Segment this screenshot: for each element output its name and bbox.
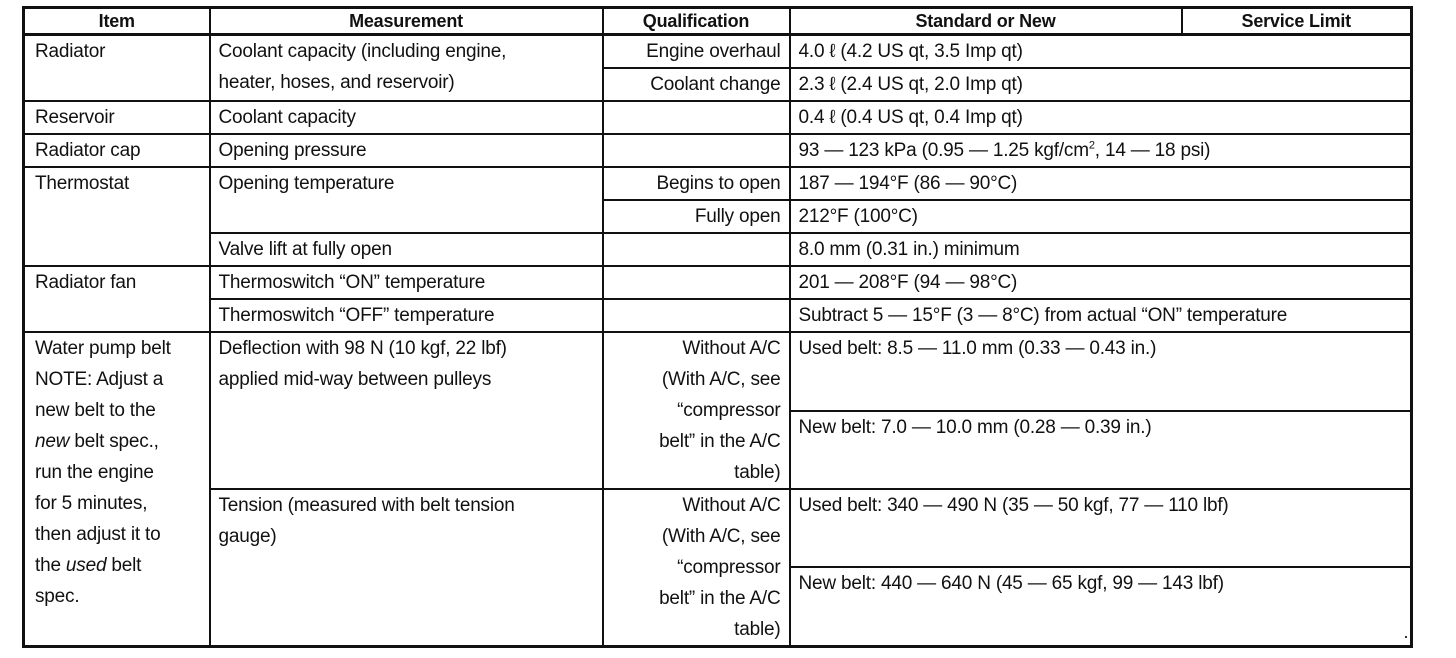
emphasis-used: used [65,555,107,576]
std-thermoswitch-off: Subtract 5 — 15°F (3 — 8°C) from actual “ON” temperature [790,299,1412,332]
measurement-deflection-line1: Deflection with 98 N (10 kgf, 22 lbf) [218,338,507,359]
measurement-tension-line2: gauge) [218,526,277,547]
header-measurement: Measurement [210,8,603,35]
std-radiator-cap [790,134,1412,167]
qual-tension-line: belt” in the A/C [659,588,781,609]
measurement-opening-temperature: Opening temperature [210,167,603,233]
std-fully-open: 212°F (100°C) [790,200,1412,233]
item-water-pump-line: spec. [35,586,80,607]
item-water-pump-line [35,426,201,457]
qual-tension [603,489,790,647]
qual-empty [603,134,790,167]
std-deflection-used: Used belt: 8.5 — 11.0 mm (0.33 — 0.43 in.) [790,332,1412,411]
std-thermoswitch-on: 201 — 208°F (94 — 98°C) [790,266,1412,299]
item-water-pump-line: new belt to the [35,400,156,421]
qual-tension-line: table) [734,619,781,640]
measurement-radiator-line2: heater, hoses, and reservoir) [218,72,455,93]
qual-deflection-line: table) [734,462,781,483]
std-radiator-cap-text-end: , 14 — 18 psi) [1094,140,1211,161]
item-reservoir: Reservoir [24,101,210,134]
item-thermostat: Thermostat [24,167,210,266]
item-water-pump-line: Water pump belt [35,338,171,359]
header-standard: Standard or New [790,8,1182,35]
item-water-pump-belt [24,332,210,647]
std-radiator-overhaul: 4.0 ℓ (4.2 US qt, 3.5 Imp qt) [790,35,1412,69]
qual-engine-overhaul: Engine overhaul [603,35,790,69]
table-row [24,489,1412,567]
measurement-tension [210,489,603,647]
item-water-pump-line: run the engine [35,462,154,483]
measurement-thermoswitch-on: Thermoswitch “ON” temperature [210,266,603,299]
table-row [24,35,1412,69]
superscript-two: 2 [1088,139,1095,152]
qual-begins-to-open: Begins to open [603,167,790,200]
item-water-pump-line: NOTE: Adjust a [35,369,164,390]
qual-empty [603,233,790,266]
item-water-pump-line: for 5 minutes, [35,493,148,514]
item-water-pump-text: belt spec., [69,431,159,452]
qual-empty [603,101,790,134]
item-water-pump-text: belt [106,555,142,576]
coolant-spec-table [22,6,1413,648]
std-radiator-cap-text: 93 — 123 kPa (0.95 — 1.25 kgf/cm [798,140,1089,161]
measurement-radiator-line1: Coolant capacity (including engine, [218,41,507,62]
qual-empty [603,299,790,332]
qual-deflection [603,332,790,489]
qual-deflection-line: belt” in the A/C [659,431,781,452]
std-begins-to-open: 187 — 194°F (86 — 90°C) [790,167,1412,200]
qual-tension-line: (With A/C, see [661,526,781,547]
table-row [24,134,1412,167]
measurement-thermoswitch-off: Thermoswitch “OFF” temperature [210,299,603,332]
std-reservoir: 0.4 ℓ (0.4 US qt, 0.4 Imp qt) [790,101,1412,134]
qual-deflection-line: Without A/C [682,338,781,359]
qual-empty [603,266,790,299]
table-row [24,167,1412,200]
emphasis-new: new [35,431,70,452]
table-row [24,299,1412,332]
measurement-deflection-line2: applied mid-way between pulleys [218,369,492,390]
scan-dot [1405,636,1407,638]
table-row [24,233,1412,266]
item-water-pump-text: the [35,555,66,576]
measurement-tension-line1: Tension (measured with belt tension [218,495,515,516]
qual-deflection-line: (With A/C, see [661,369,781,390]
measurement-valve-lift: Valve lift at fully open [210,233,603,266]
item-water-pump-line: then adjust it to [35,524,161,545]
qual-tension-line: “compressor [677,557,781,578]
item-radiator-fan: Radiator fan [24,266,210,332]
qual-tension-line: Without A/C [682,495,781,516]
measurement-deflection [210,332,603,489]
header-item: Item [24,8,210,35]
measurement-reservoir: Coolant capacity [210,101,603,134]
item-water-pump-line [35,550,201,581]
measurement-radiator-cap: Opening pressure [210,134,603,167]
std-tension-new: New belt: 440 — 640 N (45 — 65 kgf, 99 — 143 lbf) [790,567,1412,646]
table-row [24,101,1412,134]
std-radiator-change: 2.3 ℓ (2.4 US qt, 2.0 Imp qt) [790,68,1412,101]
header-qualification: Qualification [603,8,790,35]
header-service-limit: Service Limit [1182,8,1412,35]
std-valve-lift: 8.0 mm (0.31 in.) minimum [790,233,1412,266]
table-row [24,266,1412,299]
item-radiator-cap: Radiator cap [24,134,210,167]
std-tension-used: Used belt: 340 — 490 N (35 — 50 kgf, 77 — 110 lbf) [790,489,1412,567]
qual-fully-open: Fully open [603,200,790,233]
measurement-radiator [210,35,603,102]
header-row [24,8,1412,35]
qual-coolant-change: Coolant change [603,68,790,101]
item-radiator: Radiator [24,35,210,102]
qual-deflection-line: “compressor [677,400,781,421]
table-row [24,332,1412,411]
std-deflection-new: New belt: 7.0 — 10.0 mm (0.28 — 0.39 in.) [790,411,1412,490]
